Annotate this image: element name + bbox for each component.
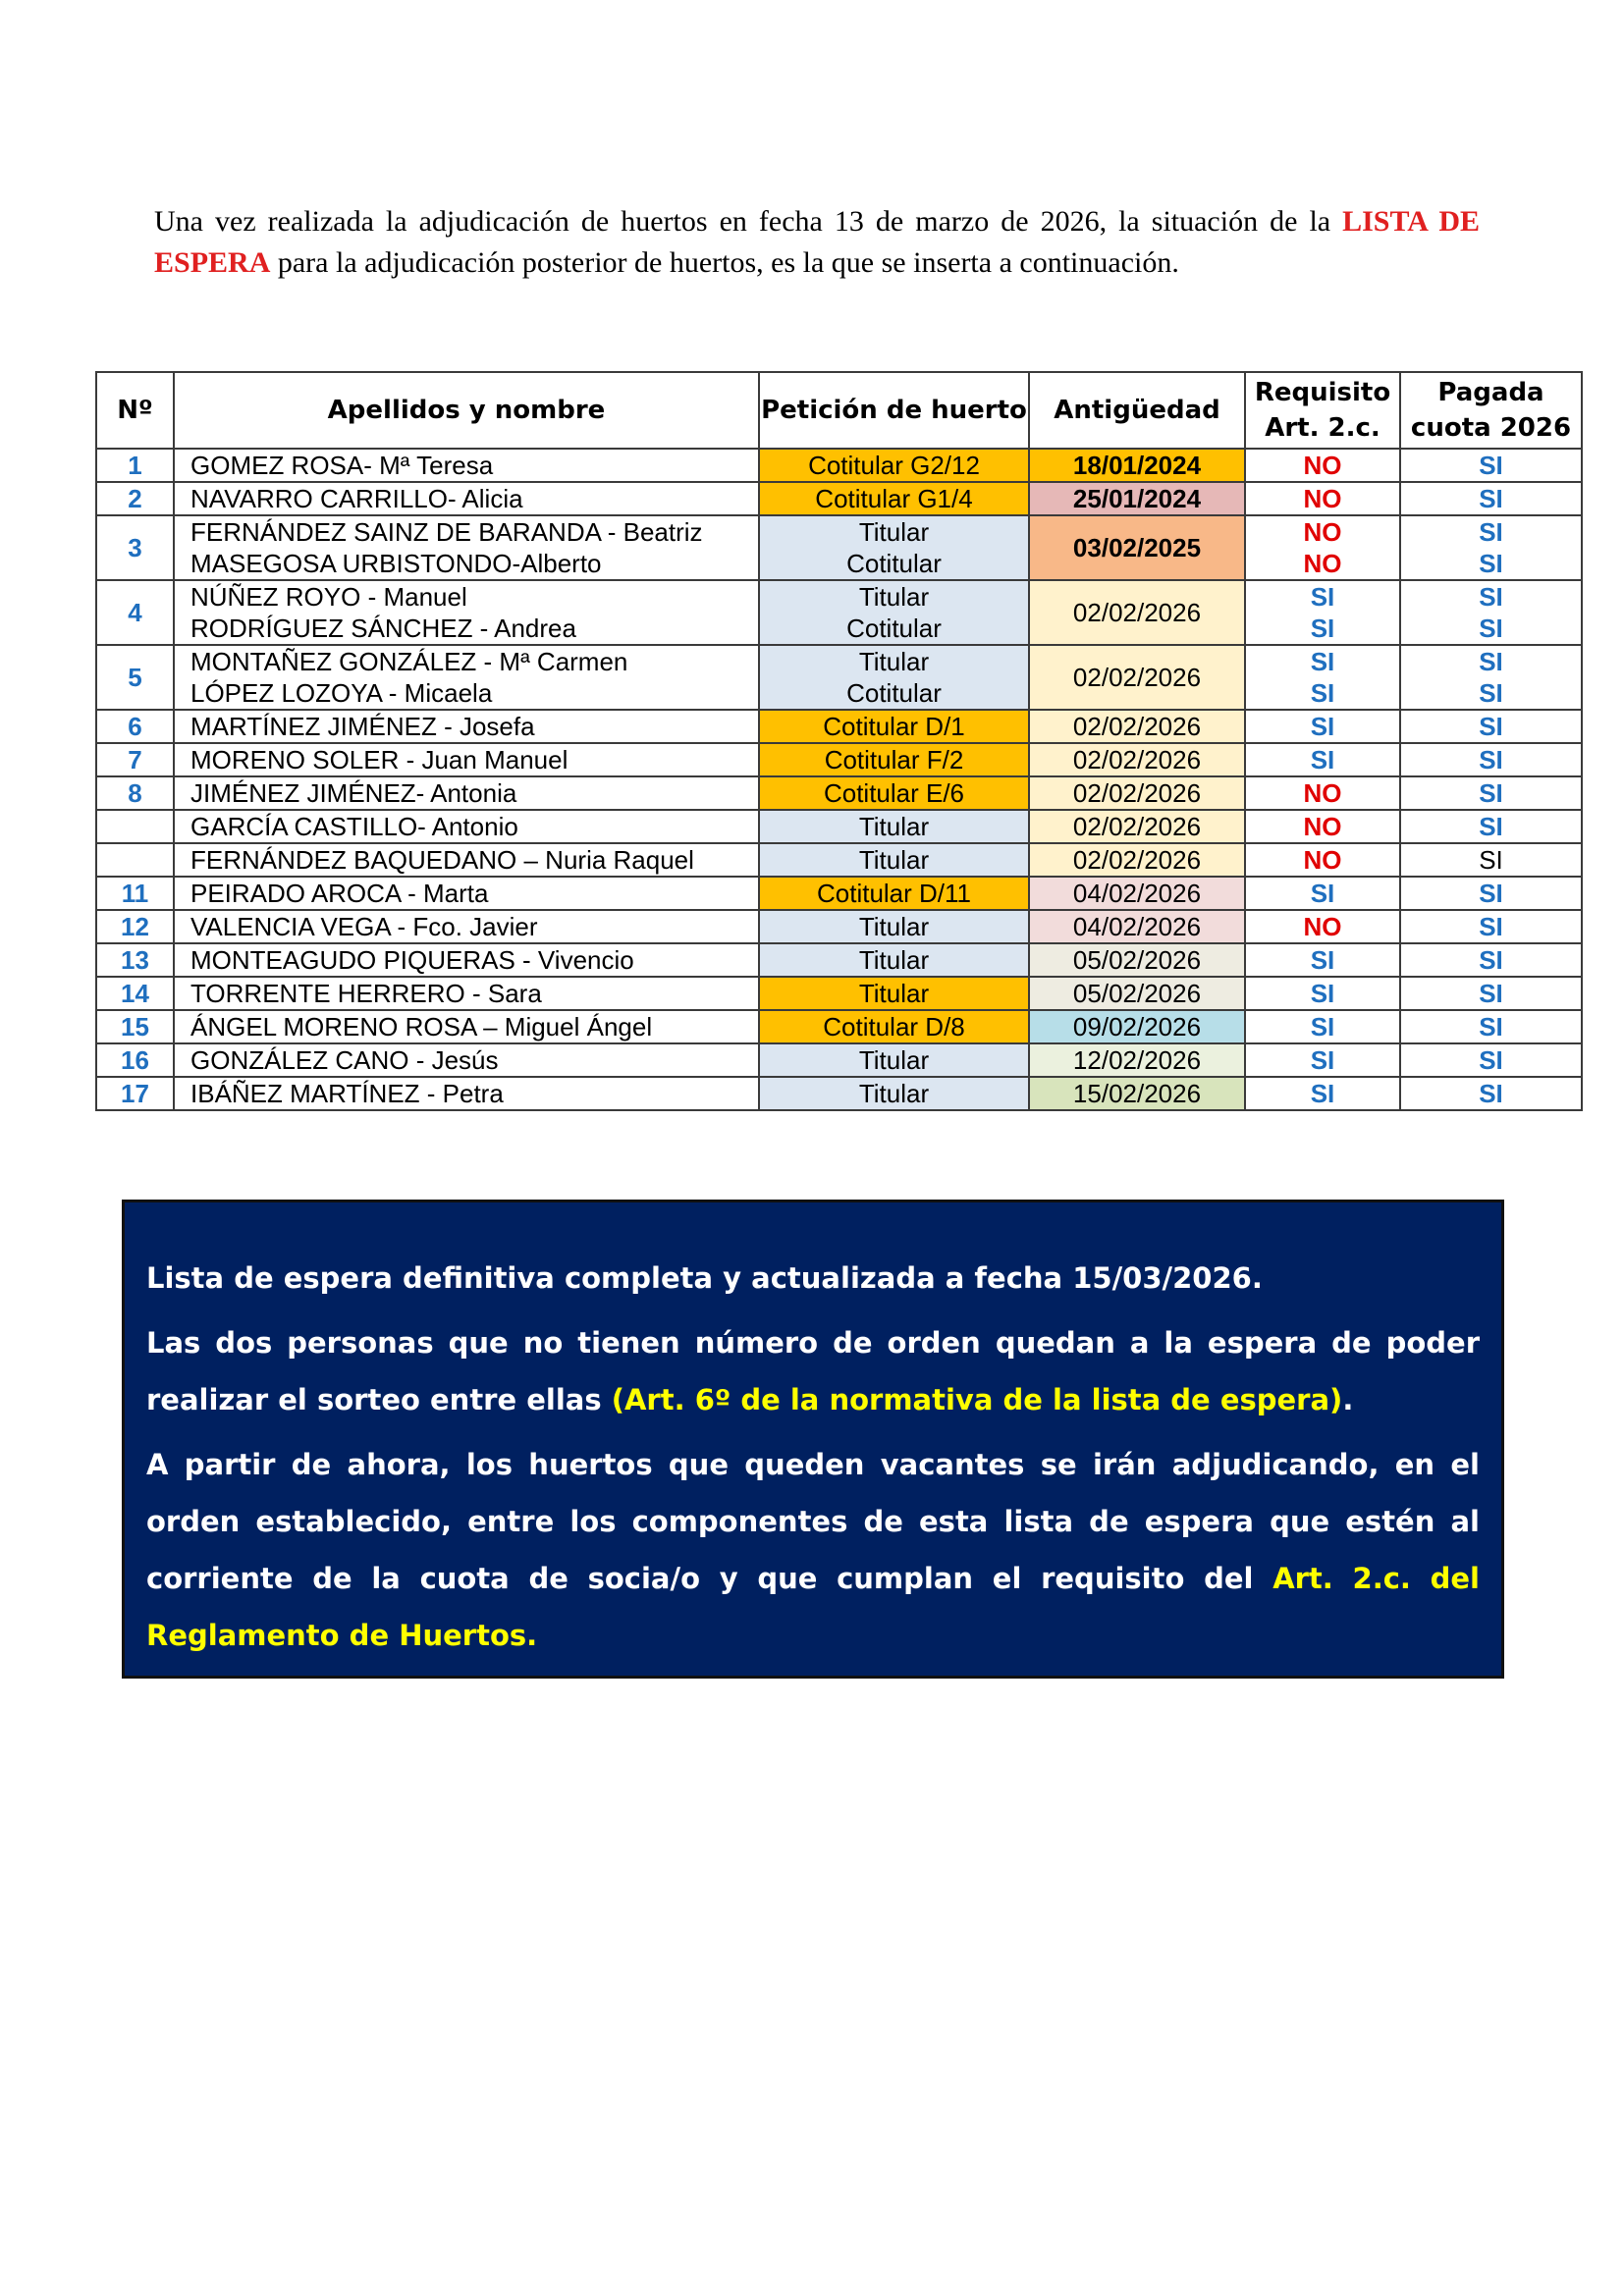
row-name — [174, 1077, 759, 1110]
person-name: FERNÁNDEZ SAINZ DE BARANDA - Beatriz — [190, 517, 703, 547]
person-name: MONTAÑEZ GONZÁLEZ - Mª Carmen — [190, 647, 628, 676]
row-antiguedad: 02/02/2026 — [1029, 645, 1245, 710]
pagada-value: SI — [1479, 745, 1503, 774]
row-name — [174, 482, 759, 515]
pagada-value: SI — [1479, 484, 1503, 513]
person-name: VALENCIA VEGA - Fco. Javier — [190, 912, 538, 941]
row-pagada — [1400, 810, 1582, 843]
row-peticion — [759, 710, 1029, 743]
table-row — [96, 943, 1582, 977]
requisito-value: SI — [1310, 879, 1335, 908]
requisito-value: NO — [1303, 549, 1342, 578]
person-name: PEIRADO AROCA - Marta — [190, 879, 489, 908]
row-number: 1 — [96, 449, 174, 482]
row-peticion — [759, 645, 1029, 710]
pagada-value: SI — [1479, 1012, 1503, 1041]
row-peticion — [759, 943, 1029, 977]
row-peticion — [759, 482, 1029, 515]
table-row — [96, 449, 1582, 482]
peticion-value: Titular — [858, 845, 930, 875]
requisito-value: SI — [1310, 945, 1335, 975]
person-name: LÓPEZ LOZOYA - Micaela — [190, 678, 493, 708]
intro-paragraph — [154, 201, 1480, 284]
peticion-value: Titular — [858, 812, 930, 841]
row-number: 6 — [96, 710, 174, 743]
row-requisito — [1245, 743, 1400, 776]
person-name: RODRÍGUEZ SÁNCHEZ - Andrea — [190, 614, 576, 643]
row-number: 15 — [96, 1010, 174, 1043]
row-number: 2 — [96, 482, 174, 515]
peticion-value: Cotitular D/8 — [823, 1012, 965, 1041]
row-name — [174, 710, 759, 743]
notice-box — [122, 1200, 1504, 1679]
row-pagada — [1400, 482, 1582, 515]
row-number — [96, 843, 174, 877]
requisito-value: SI — [1310, 712, 1335, 741]
notice-paragraph-1: Lista de espera definitiva completa y actualizada a fecha 15/03/2026. — [146, 1261, 1263, 1295]
row-number: 8 — [96, 776, 174, 810]
row-name — [174, 449, 759, 482]
row-peticion — [759, 1010, 1029, 1043]
row-antiguedad: 05/02/2026 — [1029, 977, 1245, 1010]
row-requisito — [1245, 776, 1400, 810]
pagada-value: SI — [1479, 647, 1503, 676]
row-pagada — [1400, 743, 1582, 776]
row-pagada — [1400, 877, 1582, 910]
row-name — [174, 977, 759, 1010]
pagada-value: SI — [1479, 614, 1503, 643]
table-row — [96, 710, 1582, 743]
row-peticion — [759, 515, 1029, 580]
peticion-value: Cotitular E/6 — [823, 778, 965, 808]
table-row — [96, 843, 1582, 877]
row-number — [96, 810, 174, 843]
row-requisito — [1245, 482, 1400, 515]
row-number: 12 — [96, 910, 174, 943]
row-requisito — [1245, 977, 1400, 1010]
person-name: TORRENTE HERRERO - Sara — [190, 979, 542, 1008]
person-name: NÚÑEZ ROYO - Manuel — [190, 582, 467, 612]
peticion-value: Titular — [858, 582, 930, 612]
row-requisito — [1245, 877, 1400, 910]
row-requisito — [1245, 710, 1400, 743]
row-number: 17 — [96, 1077, 174, 1110]
row-number: 13 — [96, 943, 174, 977]
table-row — [96, 515, 1582, 580]
peticion-value: Cotitular — [846, 549, 942, 578]
table-row — [96, 482, 1582, 515]
pagada-value: SI — [1479, 712, 1503, 741]
row-number: 5 — [96, 645, 174, 710]
row-peticion — [759, 877, 1029, 910]
row-requisito — [1245, 580, 1400, 645]
row-name — [174, 580, 759, 645]
row-antiguedad: 12/02/2026 — [1029, 1043, 1245, 1077]
row-number: 16 — [96, 1043, 174, 1077]
row-name — [174, 910, 759, 943]
row-antiguedad: 25/01/2024 — [1029, 482, 1245, 515]
table-body — [96, 449, 1582, 1110]
table-row — [96, 1010, 1582, 1043]
row-requisito — [1245, 843, 1400, 877]
row-name — [174, 1010, 759, 1043]
row-pagada — [1400, 910, 1582, 943]
row-name — [174, 943, 759, 977]
row-pagada — [1400, 710, 1582, 743]
row-peticion — [759, 743, 1029, 776]
pagada-value: SI — [1479, 812, 1503, 841]
intro-text-before: Una vez realizada la adjudicación de huertos en fecha 13 de marzo de 2026, la situación de la — [154, 205, 1343, 238]
pagada-value: SI — [1479, 979, 1503, 1008]
peticion-value: Cotitular D/11 — [816, 879, 972, 908]
table-row — [96, 580, 1582, 645]
peticion-value: Titular — [858, 647, 930, 676]
person-name: GARCÍA CASTILLO- Antonio — [190, 812, 518, 841]
pagada-value: SI — [1479, 517, 1503, 547]
person-name: GONZÁLEZ CANO - Jesús — [190, 1045, 499, 1075]
header-pagada — [1400, 372, 1582, 449]
row-number: 7 — [96, 743, 174, 776]
row-antiguedad: 03/02/2025 — [1029, 515, 1245, 580]
row-requisito — [1245, 910, 1400, 943]
row-name — [174, 776, 759, 810]
requisito-value: SI — [1310, 614, 1335, 643]
row-requisito — [1245, 943, 1400, 977]
peticion-value: Titular — [858, 912, 930, 941]
row-peticion — [759, 580, 1029, 645]
requisito-value: NO — [1303, 912, 1342, 941]
peticion-value: Titular — [858, 979, 930, 1008]
row-pagada — [1400, 1010, 1582, 1043]
pagada-value: SI — [1479, 778, 1503, 808]
header-requisito-line1: Requisito — [1254, 378, 1391, 407]
notice-p3-highlight: Art. 2.c. del Reglamento de Huertos. — [146, 1562, 1480, 1652]
header-requisito — [1245, 372, 1400, 449]
row-pagada — [1400, 977, 1582, 1010]
row-requisito — [1245, 1010, 1400, 1043]
row-pagada — [1400, 449, 1582, 482]
peticion-value: Titular — [858, 517, 930, 547]
row-pagada — [1400, 1077, 1582, 1110]
waitlist-table — [95, 371, 1583, 1111]
row-pagada — [1400, 1043, 1582, 1077]
row-antiguedad: 04/02/2026 — [1029, 877, 1245, 910]
row-requisito — [1245, 1043, 1400, 1077]
row-name — [174, 743, 759, 776]
row-peticion — [759, 1043, 1029, 1077]
table-row — [96, 810, 1582, 843]
table-row — [96, 1043, 1582, 1077]
row-antiguedad: 05/02/2026 — [1029, 943, 1245, 977]
pagada-value: SI — [1479, 549, 1503, 578]
row-pagada — [1400, 843, 1582, 877]
notice-p2-highlight: (Art. 6º de la normativa de la lista de espera) — [611, 1383, 1343, 1416]
row-peticion — [759, 910, 1029, 943]
row-peticion — [759, 449, 1029, 482]
requisito-value: NO — [1303, 484, 1342, 513]
header-antiguedad: Antigüedad — [1029, 372, 1245, 449]
notice-paragraph-3 — [146, 1436, 1480, 1664]
person-name: GOMEZ ROSA- Mª Teresa — [190, 451, 494, 480]
pagada-value: SI — [1479, 845, 1503, 875]
pagada-value: SI — [1479, 1079, 1503, 1108]
row-peticion — [759, 977, 1029, 1010]
pagada-value: SI — [1479, 451, 1503, 480]
notice-p2-text: Las dos personas que no tienen número de orden quedan a la espera de poder realizar el sorteo entre ellas — [146, 1326, 1480, 1416]
peticion-value: Cotitular — [846, 678, 942, 708]
notice-paragraph-2 — [146, 1314, 1480, 1428]
table-row — [96, 743, 1582, 776]
pagada-value: SI — [1479, 945, 1503, 975]
header-peticion: Petición de huerto — [759, 372, 1029, 449]
row-antiguedad: 02/02/2026 — [1029, 710, 1245, 743]
person-name: JIMÉNEZ JIMÉNEZ- Antonia — [190, 778, 517, 808]
person-name: IBÁÑEZ MARTÍNEZ - Petra — [190, 1079, 504, 1108]
table-row — [96, 977, 1582, 1010]
row-number: 4 — [96, 580, 174, 645]
header-pagada-line2: cuota 2026 — [1410, 413, 1572, 443]
person-name: MARTÍNEZ JIMÉNEZ - Josefa — [190, 712, 535, 741]
table-row — [96, 645, 1582, 710]
peticion-value: Titular — [858, 1045, 930, 1075]
row-name — [174, 645, 759, 710]
row-name — [174, 515, 759, 580]
row-peticion — [759, 843, 1029, 877]
row-pagada — [1400, 645, 1582, 710]
row-antiguedad: 15/02/2026 — [1029, 1077, 1245, 1110]
row-peticion — [759, 776, 1029, 810]
requisito-value: SI — [1310, 1012, 1335, 1041]
row-requisito — [1245, 645, 1400, 710]
requisito-value: NO — [1303, 778, 1342, 808]
requisito-value: NO — [1303, 812, 1342, 841]
row-requisito — [1245, 449, 1400, 482]
row-antiguedad: 02/02/2026 — [1029, 843, 1245, 877]
requisito-value: SI — [1310, 678, 1335, 708]
peticion-value: Cotitular G1/4 — [815, 484, 973, 513]
person-name: ÁNGEL MORENO ROSA – Miguel Ángel — [190, 1012, 653, 1041]
row-pagada — [1400, 515, 1582, 580]
peticion-value: Titular — [858, 1079, 930, 1108]
row-peticion — [759, 1077, 1029, 1110]
row-antiguedad: 02/02/2026 — [1029, 776, 1245, 810]
table-row — [96, 877, 1582, 910]
header-pagada-line1: Pagada — [1437, 378, 1544, 407]
person-name: MASEGOSA URBISTONDO-Alberto — [190, 549, 602, 578]
row-pagada — [1400, 943, 1582, 977]
requisito-value: NO — [1303, 451, 1342, 480]
pagada-value: SI — [1479, 912, 1503, 941]
pagada-value: SI — [1479, 879, 1503, 908]
header-num: Nº — [96, 372, 174, 449]
table-row — [96, 910, 1582, 943]
row-requisito — [1245, 810, 1400, 843]
header-name: Apellidos y nombre — [174, 372, 759, 449]
peticion-value: Cotitular D/1 — [823, 712, 965, 741]
requisito-value: SI — [1310, 647, 1335, 676]
requisito-value: SI — [1310, 1045, 1335, 1075]
peticion-value: Titular — [858, 945, 930, 975]
row-antiguedad: 02/02/2026 — [1029, 810, 1245, 843]
table-row — [96, 776, 1582, 810]
row-pagada — [1400, 580, 1582, 645]
row-name — [174, 810, 759, 843]
requisito-value: SI — [1310, 1079, 1335, 1108]
row-name — [174, 877, 759, 910]
intro-highlight: LISTA DE ESPERA — [154, 205, 1480, 279]
requisito-value: SI — [1310, 582, 1335, 612]
row-antiguedad: 02/02/2026 — [1029, 743, 1245, 776]
row-antiguedad: 18/01/2024 — [1029, 449, 1245, 482]
row-requisito — [1245, 515, 1400, 580]
pagada-value: SI — [1479, 582, 1503, 612]
row-number: 11 — [96, 877, 174, 910]
row-antiguedad: 09/02/2026 — [1029, 1010, 1245, 1043]
table-header-row — [96, 372, 1582, 449]
row-antiguedad: 02/02/2026 — [1029, 580, 1245, 645]
peticion-value: Cotitular — [846, 614, 942, 643]
table-row — [96, 1077, 1582, 1110]
notice-p2-end: . — [1342, 1383, 1354, 1416]
peticion-value: Cotitular G2/12 — [808, 451, 980, 480]
row-requisito — [1245, 1077, 1400, 1110]
peticion-value: Cotitular F/2 — [824, 745, 964, 774]
person-name: MONTEAGUDO PIQUERAS - Vivencio — [190, 945, 634, 975]
requisito-value: NO — [1303, 845, 1342, 875]
requisito-value: SI — [1310, 979, 1335, 1008]
person-name: NAVARRO CARRILLO- Alicia — [190, 484, 523, 513]
pagada-value: SI — [1479, 1045, 1503, 1075]
row-antiguedad: 04/02/2026 — [1029, 910, 1245, 943]
row-number: 14 — [96, 977, 174, 1010]
row-pagada — [1400, 776, 1582, 810]
row-number: 3 — [96, 515, 174, 580]
row-name — [174, 1043, 759, 1077]
intro-text-after: para la adjudicación posterior de huertos, es la que se inserta a continuación. — [270, 246, 1179, 279]
person-name: FERNÁNDEZ BAQUEDANO – Nuria Raquel — [190, 845, 694, 875]
person-name: MORENO SOLER - Juan Manuel — [190, 745, 568, 774]
requisito-value: NO — [1303, 517, 1342, 547]
row-name — [174, 843, 759, 877]
pagada-value: SI — [1479, 678, 1503, 708]
row-peticion — [759, 810, 1029, 843]
notice-p3-text: A partir de ahora, los huertos que queden vacantes se irán adjudicando, en el orden establecido, entre los componentes de esta lista de espera que estén al corriente de la cuota de socia/o y que cumplan el requisito del — [146, 1448, 1480, 1595]
requisito-value: SI — [1310, 745, 1335, 774]
header-requisito-line2: Art. 2.c. — [1265, 413, 1380, 443]
